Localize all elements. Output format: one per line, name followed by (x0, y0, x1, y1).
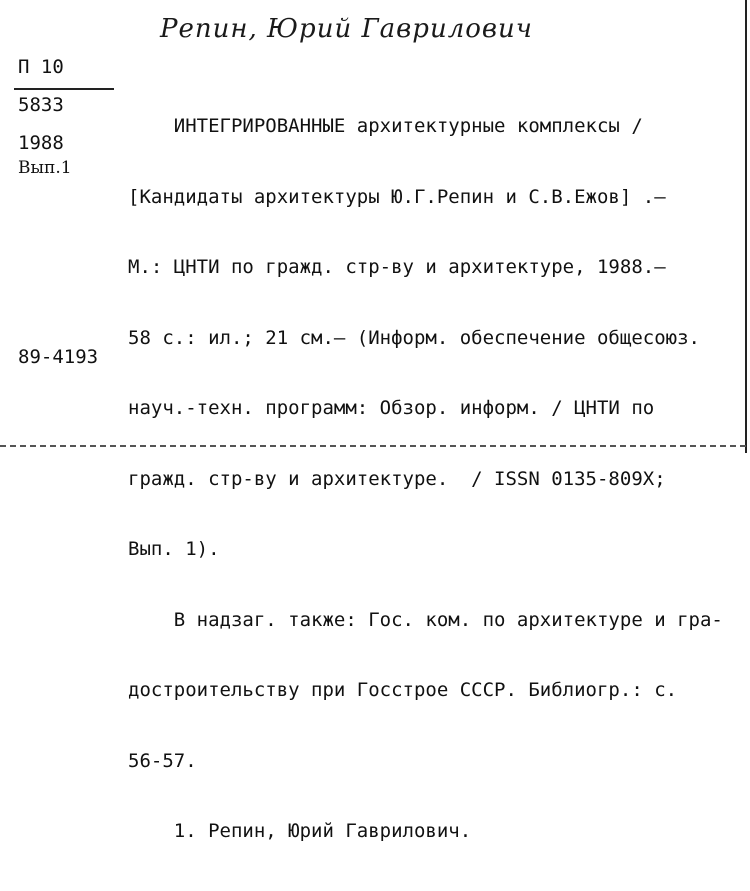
description-line: гражд. стр-ву и архитектуре. / ISSN 0135-809X; (128, 467, 666, 490)
description-line: В надзаг. также: Гос. ком. по архитектуре и гра- (128, 608, 723, 631)
shelf-mark: П 10 (18, 56, 64, 78)
description-line: М.: ЦНТИ по гражд. стр-ву и архитектуре, 1988.– (128, 256, 666, 278)
description-line: достроительству при Госстрое СССР. Библиогр.: с. (128, 679, 678, 701)
description-line: ИНТЕГРИРОВАННЫЕ архитектурные комплексы / (128, 115, 643, 137)
issue-mark: Вып.1 (18, 158, 72, 178)
description-line: 1. Репин, Юрий Гаврилович. (128, 820, 472, 842)
description-line: Вып. 1). (128, 538, 220, 560)
author-mark: 5833 (18, 94, 64, 116)
handwritten-heading: Репин, Юрий Гаврилович (160, 14, 533, 44)
bibliographic-description (128, 68, 728, 891)
description-line: 58 с.: ил.; 21 см.– (Информ. обеспечение общесоюз. (128, 326, 700, 349)
year-mark: 1988 (18, 132, 64, 154)
description-line: [Кандидаты архитектуры Ю.Г.Репин и С.В.Ежов] .– (128, 185, 666, 208)
card-right-edge (745, 0, 747, 453)
call-number-rule (14, 88, 114, 90)
accession-number: 89-4193 (18, 346, 99, 368)
description-line: науч.-техн. программ: Обзор. информ. / ЦНТИ по (128, 397, 655, 419)
description-line: 56-57. (128, 749, 197, 772)
